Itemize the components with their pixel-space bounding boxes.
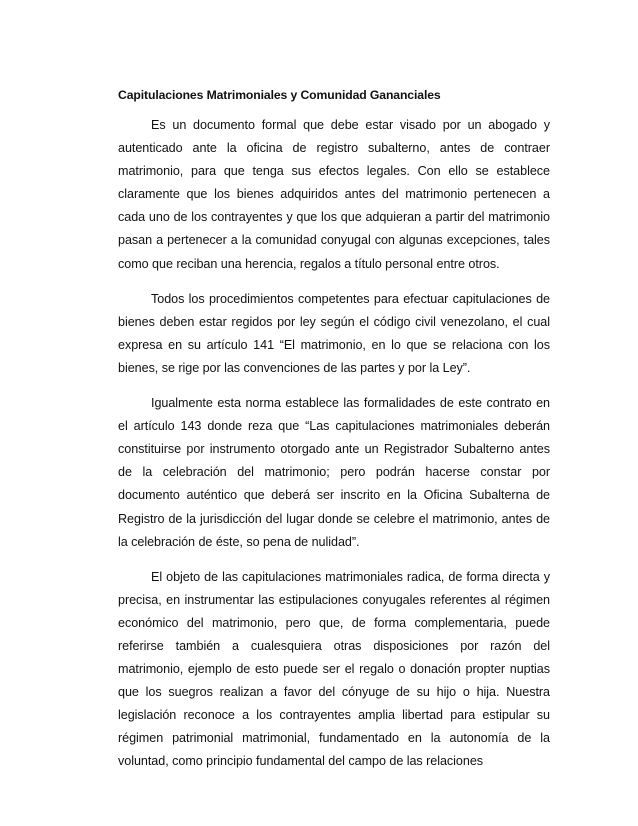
document-title: Capitulaciones Matrimoniales y Comunidad Gananciales — [118, 88, 441, 102]
paragraph-3: Igualmente esta norma establece las formalidades de este contrato en el artículo 143 donde reza que “Las capitulaciones matrimoniales deberán constituirse por instrumento otorgado ante un Registrador Subalterno antes de la celebración del matrimonio; pero podrán hacerse constar por documento auténtico que deberá ser inscrito en la Oficina Subalterna de Registro de la jurisdicción del lugar donde se celebre el matrimonio, antes de la celebración de éste, so pena de nulidad”. — [118, 396, 550, 549]
paragraph-4: El objeto de las capitulaciones matrimoniales radica, de forma directa y precisa, en instrumentar las estipulaciones conyugales referentes al régimen económico del matrimonio, pero que, de forma complementaria, puede referirse también a cualesquiera otras disposiciones por razón del matrimonio, ejemplo de esto puede ser el regalo o donación propter nuptias que los suegros realizan a favor del cónyuge de su hijo o hija. Nuestra legislación reconoce a los contrayentes amplia libertad para estipular su régimen patrimonial matrimonial, fundamentado en la autonomía de la voluntad, como principio fundamental del campo de las relaciones — [118, 569, 550, 769]
document-body — [118, 82, 550, 774]
paragraph-2: Todos los procedimientos competentes para efectuar capitulaciones de bienes deben estar regidos por ley según el código civil venezolano, el cual expresa en su artículo 141 “El matrimonio, en lo que se relaciona con los bienes, se rige por las convenciones de las partes y por la Ley”. — [118, 291, 550, 375]
paragraph-1: Es un documento formal que debe estar visado por un abogado y autenticado ante la oficina de registro subalterno, antes de contraer matrimonio, para que tenga sus efectos legales. Con ello se establece claramente que los bienes adquiridos antes del matrimonio pertenecen a cada uno de los contrayentes y que los que adquieran a partir del matrimonio pasan a pertenecer a la comunidad conyugal con algunas excepciones, tales como que reciban una herencia, regalos a título personal entre otros. — [118, 118, 550, 271]
